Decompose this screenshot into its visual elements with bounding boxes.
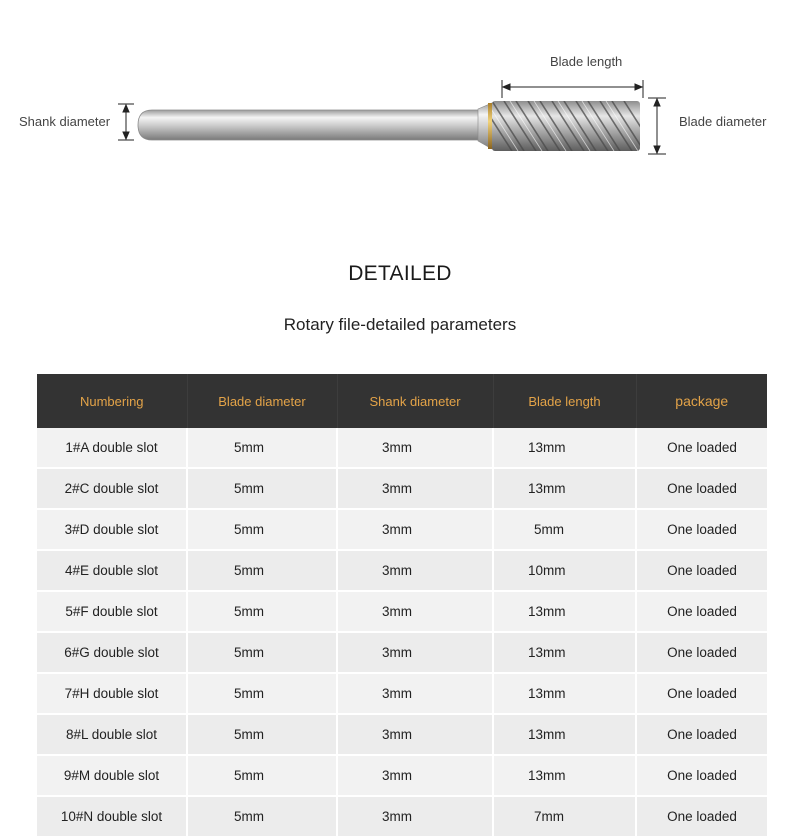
- package-cell: One loaded: [667, 768, 737, 783]
- package-cell: One loaded: [667, 563, 737, 578]
- package-cell: One loaded: [667, 645, 737, 660]
- blade-diameter-label: Blade diameter: [679, 114, 767, 129]
- table-row: [37, 796, 767, 837]
- numbering-cell: 10#N double slot: [37, 796, 187, 837]
- blade-diameter-cell: 5mm: [187, 673, 337, 714]
- blade-length-cell: 13mm: [493, 591, 636, 632]
- shank-diameter-cell: 3mm: [337, 550, 493, 591]
- table-row: [37, 632, 767, 673]
- blade-length-cell: 13mm: [493, 428, 636, 468]
- parameters-table: [37, 374, 767, 838]
- blade-length-cell: 13mm: [493, 714, 636, 755]
- blade-length-cell: 13mm: [493, 468, 636, 509]
- blade-diameter-cell: 5mm: [187, 591, 337, 632]
- blade-length-cell: 7mm: [493, 796, 636, 837]
- numbering-cell: 5#F double slot: [37, 591, 187, 632]
- shank-diameter-label: Shank diameter: [19, 114, 111, 129]
- table-row: [37, 428, 767, 468]
- table-row: [37, 509, 767, 550]
- column-header-blade-diameter: Blade diameter: [187, 374, 337, 428]
- shank: [138, 110, 480, 140]
- blade-diameter-cell: 5mm: [187, 468, 337, 509]
- package-cell: One loaded: [667, 727, 737, 742]
- blade-diameter-cell: 5mm: [187, 550, 337, 591]
- numbering-cell: 2#C double slot: [37, 468, 187, 509]
- blade-diameter-cell: 5mm: [187, 796, 337, 837]
- section-title: DETAILED: [348, 262, 452, 285]
- package-cell: One loaded: [667, 604, 737, 619]
- package-cell: One loaded: [667, 481, 737, 496]
- shank-diameter-cell: 3mm: [337, 714, 493, 755]
- blade-diameter-cell: 5mm: [187, 632, 337, 673]
- column-header-numbering: Numbering: [37, 374, 187, 428]
- shank-diameter-dimension: [118, 104, 134, 140]
- table-row: [37, 550, 767, 591]
- burr-illustration: [0, 0, 800, 200]
- blade-length-cell: 13mm: [493, 632, 636, 673]
- blade-head: [480, 101, 656, 151]
- shank-diameter-cell: 3mm: [337, 632, 493, 673]
- numbering-cell: 6#G double slot: [37, 632, 187, 673]
- numbering-cell: 3#D double slot: [37, 509, 187, 550]
- section-subtitle: Rotary file-detailed parameters: [283, 315, 517, 334]
- table-row: [37, 468, 767, 509]
- blade-length-cell: 13mm: [493, 755, 636, 796]
- numbering-cell: 1#A double slot: [37, 428, 187, 468]
- numbering-cell: 8#L double slot: [37, 714, 187, 755]
- blade-diameter-dimension: [648, 98, 666, 154]
- blade-length-cell: 10mm: [493, 550, 636, 591]
- blade-length-cell: 13mm: [493, 673, 636, 714]
- package-cell: One loaded: [667, 809, 737, 824]
- blade-length-cell: 5mm: [493, 509, 636, 550]
- package-cell: One loaded: [667, 522, 737, 537]
- numbering-cell: 4#E double slot: [37, 550, 187, 591]
- column-header-shank-diameter: Shank diameter: [337, 374, 493, 428]
- table-row: [37, 714, 767, 755]
- shank-diameter-cell: 3mm: [337, 509, 493, 550]
- numbering-cell: 7#H double slot: [37, 673, 187, 714]
- shank-diameter-cell: 3mm: [337, 591, 493, 632]
- blade-length-dimension: [502, 80, 643, 98]
- shank-diameter-cell: 3mm: [337, 673, 493, 714]
- blade-diameter-cell: 5mm: [187, 509, 337, 550]
- blade-diameter-cell: 5mm: [187, 755, 337, 796]
- shank-diameter-cell: 3mm: [337, 428, 493, 468]
- table-row: [37, 755, 767, 796]
- blade-diameter-cell: 5mm: [187, 714, 337, 755]
- package-cell: One loaded: [667, 686, 737, 701]
- burr-diagram: [0, 0, 800, 200]
- blade-length-label: Blade length: [550, 54, 623, 69]
- numbering-cell: 9#M double slot: [37, 755, 187, 796]
- table-row: [37, 591, 767, 632]
- table-row: [37, 673, 767, 714]
- column-header-blade-length: Blade length: [493, 374, 636, 428]
- package-cell: One loaded: [667, 440, 737, 455]
- shank-diameter-cell: 3mm: [337, 796, 493, 837]
- table-header: [37, 374, 767, 428]
- shank-diameter-cell: 3mm: [337, 755, 493, 796]
- blade-diameter-cell: 5mm: [187, 428, 337, 468]
- shank-diameter-cell: 3mm: [337, 468, 493, 509]
- column-header-package: package: [636, 374, 767, 428]
